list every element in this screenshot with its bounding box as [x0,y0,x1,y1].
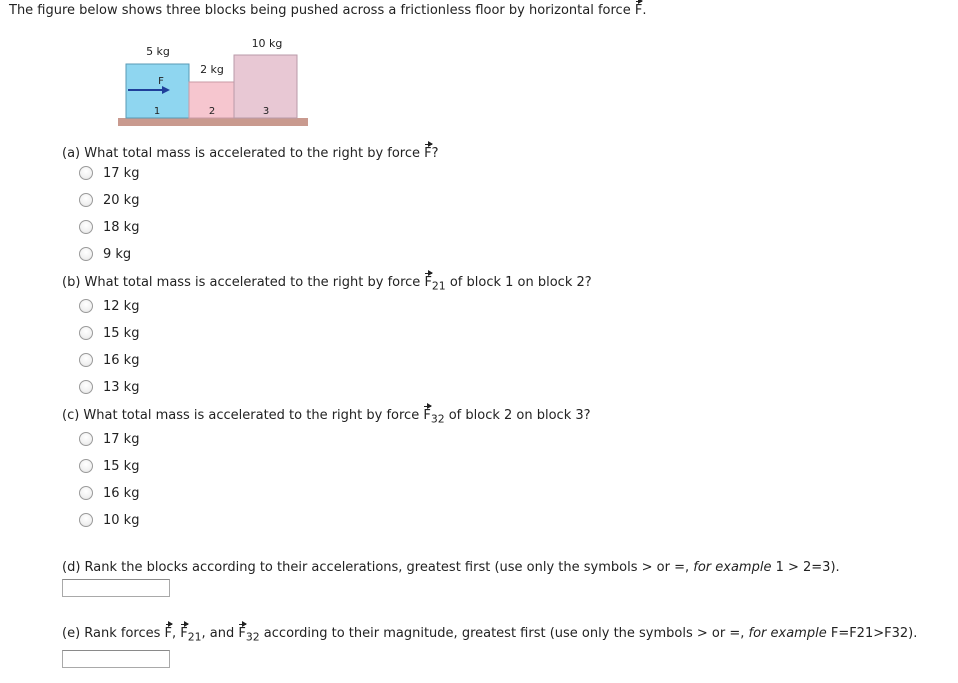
force-label: F [158,76,164,87]
block-3-mass: 10 kg [251,37,283,50]
option-label: 17 kg [103,431,140,447]
force-symbol: F [180,626,188,641]
force-symbol: F [634,3,643,18]
question-c-suffix: of block 2 on block 3? [444,408,591,423]
force-symbol: F [424,146,432,161]
block-1-number: 1 [153,106,161,117]
option-label: 13 kg [103,379,140,395]
option-b-2[interactable] [79,324,139,342]
option-c-1[interactable] [79,430,139,448]
option-label: 15 kg [103,458,140,474]
force-symbol: F [424,275,432,290]
question-a [62,146,439,161]
question-e-mid: according to their magnitude, greatest first (use only the symbols > or =, [259,626,749,641]
option-label: 17 kg [103,165,140,181]
question-d-text: (d) Rank the blocks according to their accelerations, greatest first (use only the symbols > or =, [62,560,694,575]
option-c-2[interactable] [79,457,139,475]
question-b-suffix: of block 1 on block 2? [445,275,592,290]
option-label: 16 kg [103,485,140,501]
force-symbol: F [238,626,246,641]
option-label: 18 kg [103,219,140,235]
block-1-mass: 5 kg [146,45,170,58]
block-2-mass: 2 kg [200,63,224,76]
force-symbol: F [164,626,173,641]
option-b-4[interactable] [79,378,139,396]
question-d [62,560,840,575]
option-a-3[interactable] [79,218,139,236]
question-b-text: (b) What total mass is accelerated to the right by force [62,275,425,290]
problem-intro [9,3,646,18]
question-a-suffix: ? [431,146,439,161]
radio-button[interactable] [79,326,93,340]
question-e [62,626,917,644]
intro-text: The figure below shows three blocks being pushed across a frictionless floor by horizontal force [9,3,635,18]
example-label: for example [748,626,827,641]
radio-button[interactable] [79,432,93,446]
question-e-text: (e) Rank forces [62,626,165,641]
force-subscript: 21 [431,279,446,293]
blocks-figure [118,34,310,130]
option-label: 16 kg [103,352,140,368]
radio-button[interactable] [79,166,93,180]
option-label: 12 kg [103,298,140,314]
option-b-1[interactable] [79,297,139,315]
question-c-text: (c) What total mass is accelerated to the right by force [62,408,424,423]
separator: , and [201,626,239,641]
block-3-number: 3 [262,106,270,117]
question-a-text: (a) What total mass is accelerated to the right by force [62,146,425,161]
option-c-3[interactable] [79,484,139,502]
question-b [62,275,592,293]
option-label: 15 kg [103,325,140,341]
force-symbol: F [423,408,431,423]
floor [118,118,308,126]
option-b-3[interactable] [79,351,139,369]
block-2-number: 2 [208,106,216,117]
force-subscript: 32 [430,412,445,426]
question-c [62,408,591,426]
option-label: 10 kg [103,512,140,528]
radio-button[interactable] [79,299,93,313]
question-d-suffix: 1 > 2=3). [771,560,840,575]
question-e-suffix: F=F21>F32). [826,626,918,641]
rank-accelerations-input[interactable] [62,579,170,597]
radio-button[interactable] [79,486,93,500]
option-a-2[interactable] [79,191,139,209]
option-a-4[interactable] [79,245,131,263]
force-subscript: 21 [187,630,202,644]
example-label: for example [693,560,772,575]
radio-button[interactable] [79,220,93,234]
radio-button[interactable] [79,380,93,394]
radio-button[interactable] [79,459,93,473]
option-c-4[interactable] [79,511,139,529]
option-label: 20 kg [103,192,140,208]
intro-period: . [642,3,647,18]
radio-button[interactable] [79,193,93,207]
radio-button[interactable] [79,247,93,261]
option-a-1[interactable] [79,164,139,182]
option-label: 9 kg [103,246,132,262]
separator: , [172,626,181,641]
radio-button[interactable] [79,513,93,527]
rank-forces-input[interactable] [62,650,170,668]
force-subscript: 32 [245,630,260,644]
radio-button[interactable] [79,353,93,367]
